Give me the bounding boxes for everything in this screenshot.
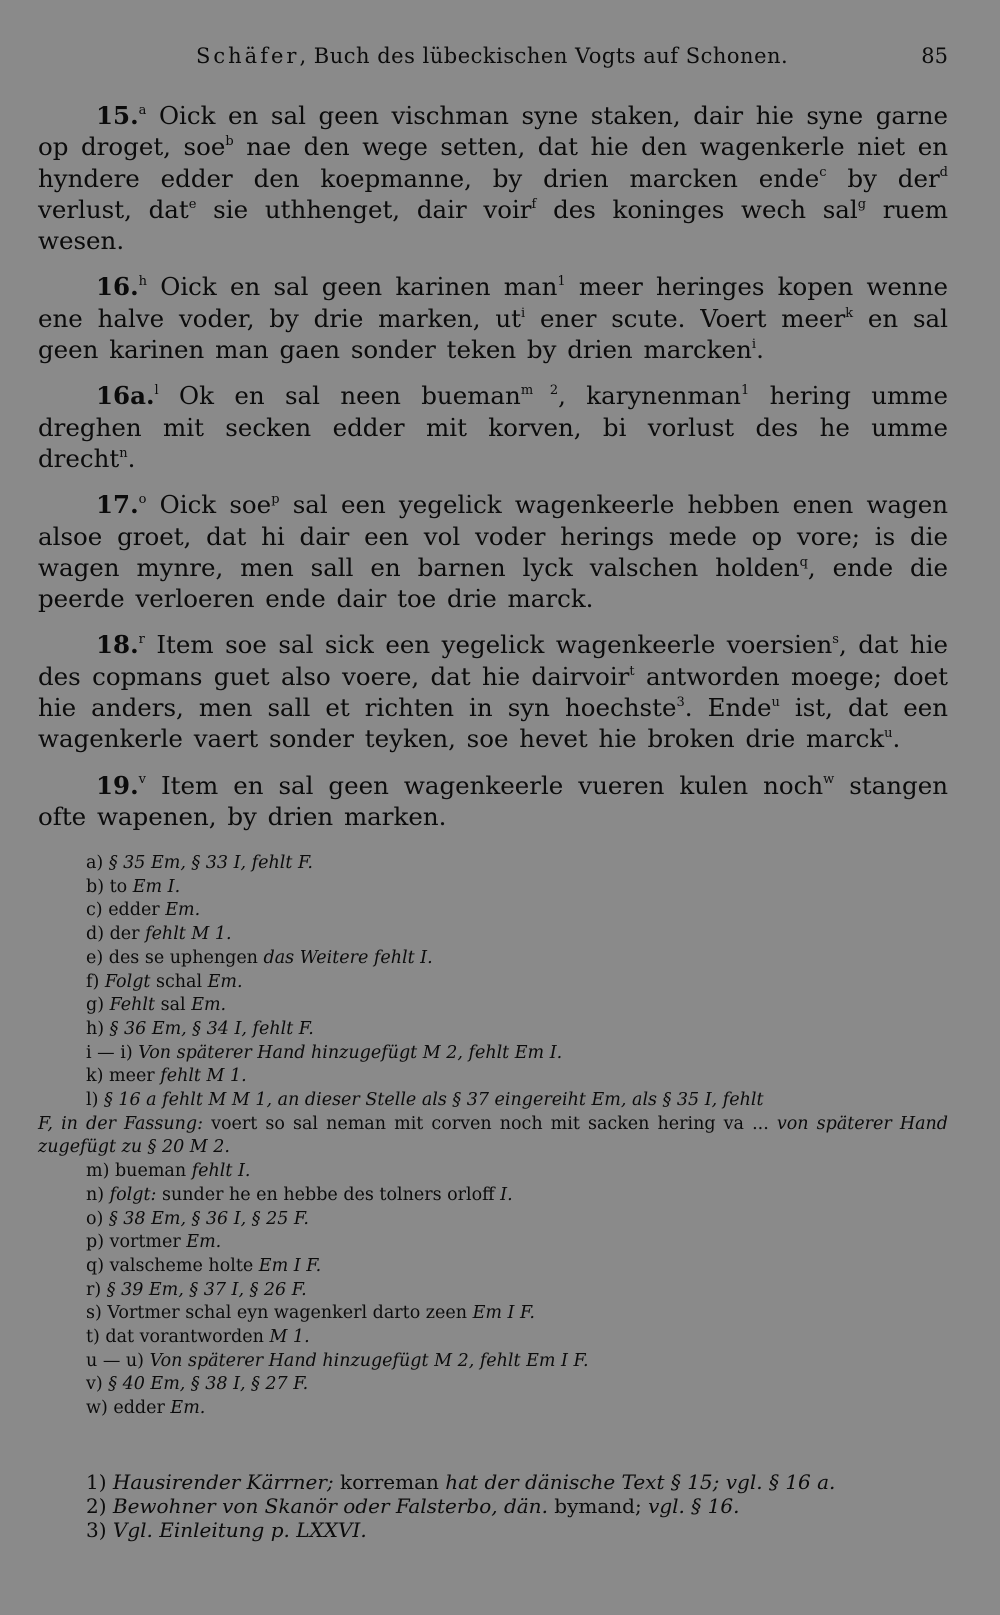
lettered-footnotes <box>38 852 948 1421</box>
footnote: b) to Em I. <box>86 876 181 897</box>
numbered-footnotes <box>38 1470 948 1542</box>
numbered-footnote: 2) Bewohner von Skanör oder Falsterbo, dän. bymand; vgl. § 16. <box>86 1494 740 1518</box>
numbered-footnote: 1) Hausirender Kärrner; korreman hat der dänische Text § 15; vgl. § 16 a. <box>86 1470 836 1494</box>
footnote: k) meer fehlt M 1. <box>86 1066 247 1087</box>
footnote: m) bueman fehlt I. <box>86 1161 251 1182</box>
section-number: 18. <box>96 630 139 660</box>
section-number: 19. <box>96 770 139 800</box>
footnote: f) Folgt schal Em. <box>86 971 243 992</box>
running-title <box>196 44 788 68</box>
footnote: d) der fehlt M 1. <box>86 924 232 945</box>
author-name: Schäfer <box>196 44 300 68</box>
paragraph-text: $^a$ Oick en sal geen vischman syne staken, dair hie syne garne op droget, soe$^b$ nae den wege setten, dat hie den wagenkerle niet en hyndere edder den koepmanne, by drien marcken ende$^c$ by der$^d$ verlust, dat$^e$ sie uthhenget, dair voir$^f$ des koninges wech sal$^g$ ruem wesen. <box>38 101 949 256</box>
footnote: o) § 38 Em, § 36 I, § 25 F. <box>86 1208 309 1229</box>
book-title: , Buch des lübeckischen Vogts auf Schonen. <box>299 44 789 68</box>
section-number: 16a. <box>96 381 155 411</box>
paragraph-text: $^l$ Ok en sal neen bueman$^{m 2}$, karynenman$^1$ hering umme dreghen mit secken edder mit korven, bi vorlust des he umme drecht$^n$. <box>38 381 948 473</box>
page-number: 85 <box>921 44 948 68</box>
paragraph-3 <box>38 380 948 474</box>
footnote: c) edder Em. <box>86 900 201 921</box>
paragraph-4 <box>38 489 948 614</box>
paragraph-2 <box>38 271 948 365</box>
numbered-footnote: 3) Vgl. Einleitung p. LXXVI. <box>86 1518 367 1542</box>
footnote: q) valscheme holte Em I F. <box>86 1255 322 1276</box>
footnote: w) edder Em. <box>86 1398 206 1419</box>
footnote: u — u) Von späterer Hand hinzugefügt M 2, fehlt Em I F. <box>86 1350 589 1371</box>
footnote: t) dat vorantworden M 1. <box>86 1327 310 1348</box>
footnote: r) § 39 Em, § 37 I, § 26 F. <box>86 1279 307 1300</box>
footnote: p) vortmer Em. <box>86 1232 222 1253</box>
paragraph-text: $^r$ Item soe sal sick een yegelick wagenkeerle voersien$^s$, dat hie des copmans guet also voere, dat hie dairvoir$^t$ antworden moege; doet hie anders, men sall et richten in syn hoechste$^3$. Ende$^u$ ist, dat een wagenkerle vaert sonder teyken, soe hevet hie broken drie marck$^u$. <box>38 630 948 754</box>
section-number: 15. <box>96 101 139 130</box>
main-text <box>38 100 948 847</box>
paragraph-1 <box>38 100 948 256</box>
footnote: n) folgt: sunder he en hebbe des tolners orloff I. <box>86 1184 513 1205</box>
footnote: h) § 36 Em, § 34 I, fehlt F. <box>86 1018 314 1039</box>
running-header <box>38 44 948 78</box>
paragraph-5 <box>38 629 948 754</box>
footnote: a) § 35 Em, § 33 I, fehlt F. <box>86 853 313 873</box>
paragraph-text: $^o$ Oick soe$^p$ sal een yegelick wagenkeerle hebben enen wagen alsoe groet, dat hi dair een vol voder herings mede op vore; is die wagen mynre, men sall en barnen lyck valschen holden$^q$, ende die peerde verloeren ende dair toe drie marck. <box>38 490 948 614</box>
footnote: F, in der Fassung: voert so sal neman mit corven noch mit sacken hering va ... von späterer Hand zugefügt zu § 20 M 2. <box>38 1113 948 1158</box>
footnote: e) des se uphengen das Weitere fehlt I. <box>86 947 433 968</box>
footnote: v) § 40 Em, § 38 I, § 27 F. <box>86 1374 309 1395</box>
paragraph-text: $^v$ Item en sal geen wagenkeerle vueren kulen noch$^w$ stangen ofte wapenen, by drien marken. <box>38 770 948 831</box>
footnote: l) § 16 a fehlt M M 1, an dieser Stelle als § 37 eingereiht Em, als § 35 I, fehlt <box>86 1090 764 1111</box>
paragraph-6 <box>38 770 948 833</box>
footnote: g) Fehlt sal Em. <box>86 995 227 1016</box>
paragraph-text: $^h$ Oick en sal geen karinen man$^1$ meer heringes kopen wenne ene halve voder, by drie marken, $ut^i$ ener scute. Voert meer$^k$ en sal geen karinen man gaen sonder teken by drien marcken$^i$. <box>38 272 948 365</box>
footnote: i — i) Von späterer Hand hinzugefügt M 2, fehlt Em I. <box>86 1042 563 1063</box>
section-number: 17. <box>96 490 139 520</box>
section-number: 16. <box>96 272 139 302</box>
footnote: s) Vortmer schal eyn wagenkerl darto zeen Em I F. <box>86 1303 535 1324</box>
